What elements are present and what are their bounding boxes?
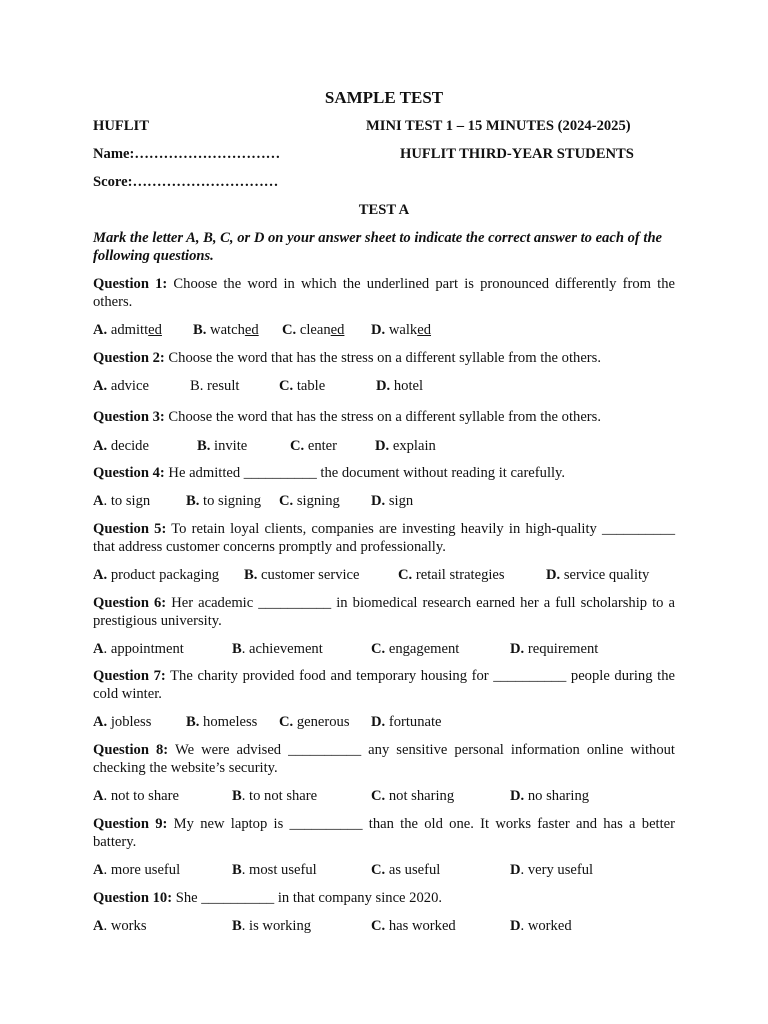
option-a[interactable]: A. to sign	[93, 493, 151, 509]
option-d[interactable]: D. very useful	[510, 862, 594, 878]
question-text: Choose the word that has the stress on a different syllable from the others.	[164, 350, 601, 366]
options-q8	[93, 787, 693, 805]
question-2	[93, 349, 675, 367]
options-q1	[93, 321, 693, 339]
option-b[interactable]: B. most useful	[232, 862, 317, 878]
option-a[interactable]: A. decide	[93, 438, 149, 454]
option-d[interactable]: D. requirement	[510, 641, 599, 657]
option-b[interactable]: B. to not share	[232, 788, 318, 804]
audience-label: HUFLIT THIRD-YEAR STUDENTS	[400, 146, 634, 162]
question-3	[93, 408, 675, 426]
option-d[interactable]: D. hotel	[376, 378, 424, 394]
option-d[interactable]: D. worked	[510, 918, 572, 934]
options-q5	[93, 566, 693, 584]
question-text: She __________ in that company since 2020.	[172, 890, 443, 906]
question-label: Question 7:	[93, 668, 166, 684]
option-a[interactable]: A. works	[93, 918, 147, 934]
option-d[interactable]: D. walked	[371, 322, 432, 338]
option-c[interactable]: C. has worked	[371, 918, 456, 934]
question-8	[93, 741, 675, 777]
option-b[interactable]: B. is working	[232, 918, 312, 934]
question-label: Question 8:	[93, 742, 169, 758]
underlined-part: ed	[148, 322, 162, 338]
option-c[interactable]: C. retail strategies	[398, 567, 505, 583]
option-c[interactable]: C. cleaned	[282, 322, 345, 338]
option-d[interactable]: D. sign	[371, 493, 414, 509]
question-text: Choose the word that has the stress on a different syllable from the others.	[164, 409, 601, 425]
option-d[interactable]: D. fortunate	[371, 714, 442, 730]
question-text: We were advised __________ any sensitive personal information online without checking the website’s security.	[93, 742, 675, 776]
option-b[interactable]: B. customer service	[244, 567, 360, 583]
option-c[interactable]: C. as useful	[371, 862, 441, 878]
option-a[interactable]: A. appointment	[93, 641, 184, 657]
option-a[interactable]: A. jobless	[93, 714, 152, 730]
options-q7	[93, 713, 693, 731]
option-b[interactable]: B. achievement	[232, 641, 323, 657]
question-10	[93, 889, 675, 907]
option-a[interactable]: A. product packaging	[93, 567, 220, 583]
underlined-part: ed	[417, 322, 432, 338]
option-b[interactable]: B. result	[190, 378, 240, 394]
underlined-part: ed	[330, 322, 345, 338]
question-label: Question 3:	[93, 409, 165, 425]
option-c[interactable]: C. engagement	[371, 641, 460, 657]
options-q10	[93, 917, 693, 935]
question-label: Question 4:	[93, 465, 165, 481]
option-b[interactable]: B. homeless	[186, 714, 258, 730]
option-c[interactable]: C. table	[279, 378, 326, 394]
question-text: The charity provided food and temporary housing for __________ people during the cold winter.	[93, 668, 675, 702]
option-a[interactable]: A. more useful	[93, 862, 181, 878]
option-d[interactable]: D. service quality	[546, 567, 650, 583]
options-q4	[93, 492, 693, 510]
question-label: Question 1:	[93, 276, 168, 292]
page-title: SAMPLE TEST	[324, 88, 444, 107]
question-label: Question 2:	[93, 350, 165, 366]
question-text: He admitted __________ the document without reading it carefully.	[164, 465, 566, 481]
option-c[interactable]: C. generous	[279, 714, 350, 730]
school-name: HUFLIT	[93, 118, 149, 134]
options-q3	[93, 437, 693, 455]
score-field-label: Score:…………………………	[93, 174, 279, 190]
test-name: MINI TEST 1 – 15 MINUTES (2024-2025)	[366, 118, 631, 134]
question-text: To retain loyal clients, companies are investing heavily in high-quality __________ that address customer concerns promptly and professionally.	[93, 521, 675, 555]
option-d[interactable]: D. no sharing	[510, 788, 590, 804]
underlined-part: ed	[244, 322, 259, 338]
option-b[interactable]: B. to signing	[186, 493, 262, 509]
question-text: My new laptop is __________ than the old one. It works faster and has a better battery.	[93, 816, 675, 850]
question-label: Question 5:	[93, 521, 167, 537]
question-7	[93, 667, 675, 703]
question-label: Question 9:	[93, 816, 168, 832]
question-1	[93, 275, 675, 311]
options-q2	[93, 377, 693, 395]
option-a[interactable]: A. admitted	[93, 322, 162, 338]
option-b[interactable]: B. invite	[197, 438, 248, 454]
question-5	[93, 520, 675, 556]
option-c[interactable]: C. enter	[290, 438, 338, 454]
option-a[interactable]: A. not to share	[93, 788, 179, 804]
question-9	[93, 815, 675, 851]
instructions: Mark the letter A, B, C, or D on your answer sheet to indicate the correct answer to each of the following questions.	[93, 230, 663, 264]
options-q9	[93, 861, 693, 879]
options-q6	[93, 640, 693, 658]
question-text: Her academic __________ in biomedical research earned her a full scholarship to a prestigious university.	[93, 595, 675, 629]
option-c[interactable]: C. signing	[279, 493, 340, 509]
option-c[interactable]: C. not sharing	[371, 788, 455, 804]
question-4	[93, 464, 675, 482]
option-d[interactable]: D. explain	[375, 438, 436, 454]
name-field-label: Name:…………………………	[93, 146, 281, 162]
question-text: Choose the word in which the underlined part is pronounced differently from the others.	[93, 276, 675, 310]
test-label: TEST A	[358, 202, 410, 218]
question-label: Question 10:	[93, 890, 173, 906]
question-label: Question 6:	[93, 595, 167, 611]
question-6	[93, 594, 675, 630]
option-b[interactable]: B. watched	[193, 322, 259, 338]
option-a[interactable]: A. advice	[93, 378, 149, 394]
